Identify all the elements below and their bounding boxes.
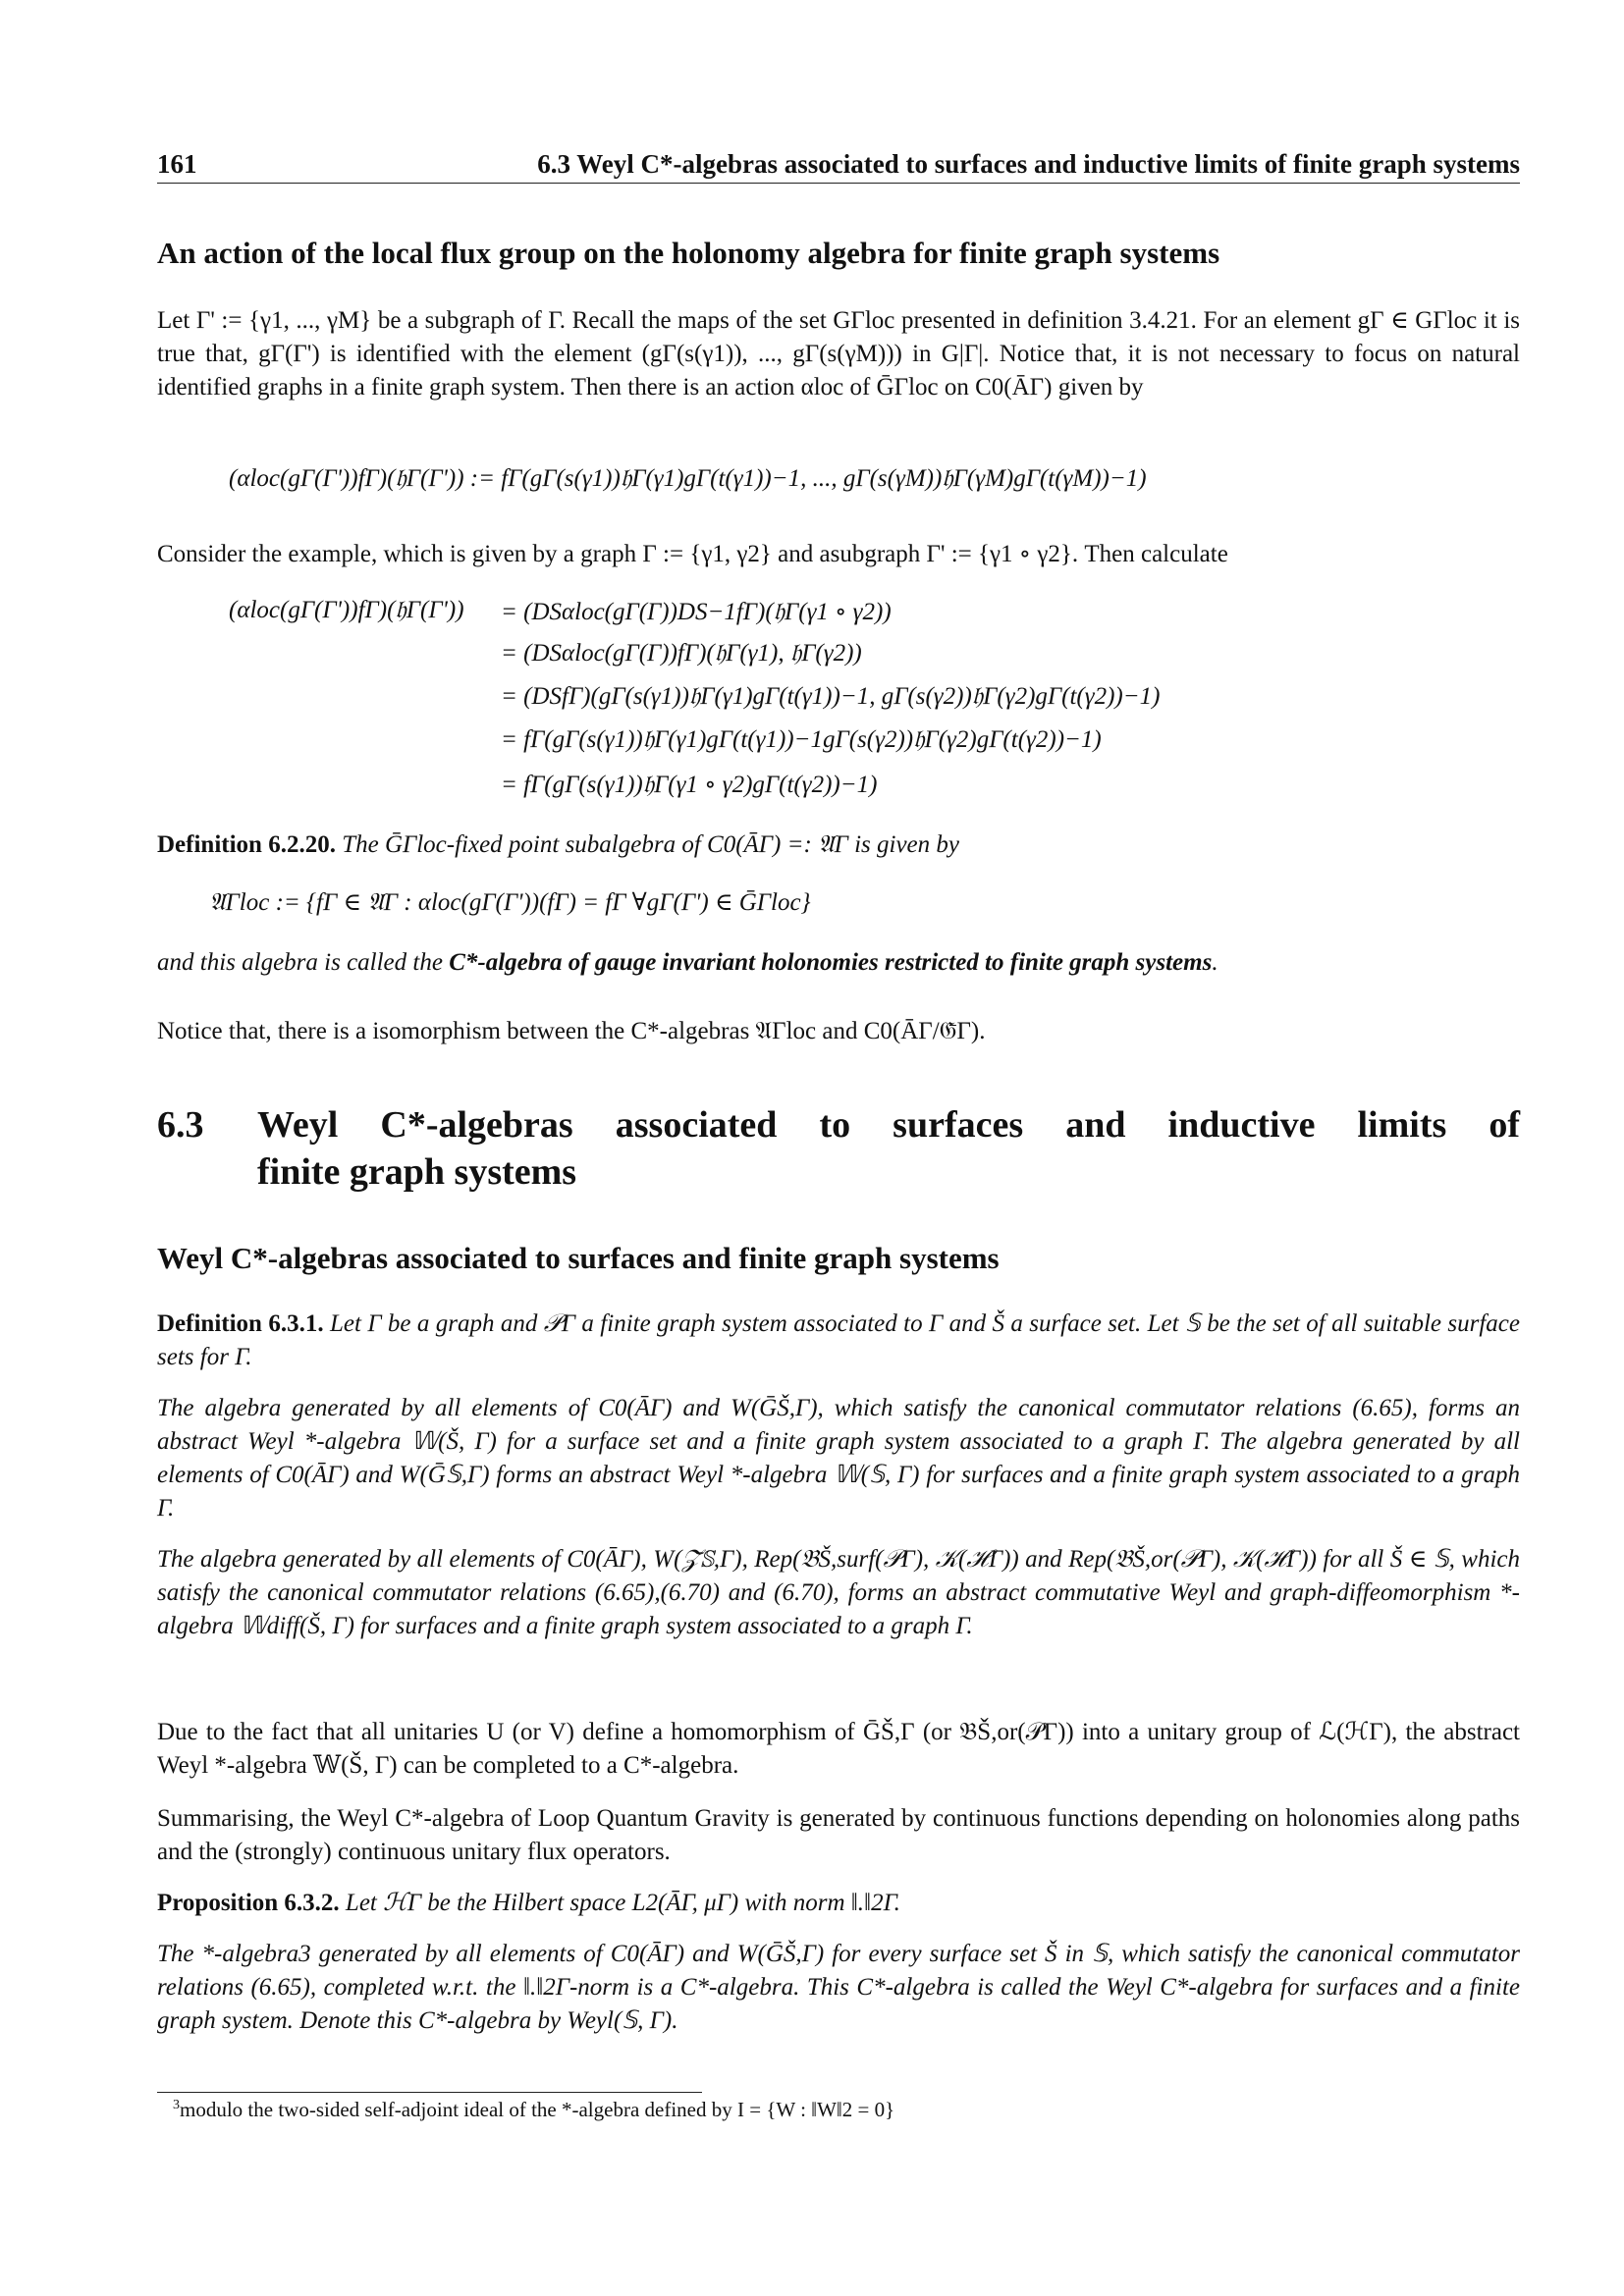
calc-line: = fΓ(gΓ(s(γ1))𝔥Γ(γ1)gΓ(t(γ1))−1gΓ(s(γ2))𝔥Γ(γ2)gΓ(t(γ2))−1): [501, 726, 1102, 753]
definition-closing-c: .: [1212, 949, 1218, 976]
paragraph-unitaries: Due to the fact that all unitaries U (or V) define a homomorphism of ḠŠ,Γ (or 𝔅Š,or(𝒫Γ)) into a unitary group of ℒ(ℋΓ), the abstract Weyl *-algebra 𝕎(Š, Γ) can be completed to a C*-algebra.: [157, 1719, 1520, 1779]
calc-lhs: (αloc(gΓ(Γ'))fΓ)(𝔥Γ(Γ')): [229, 597, 464, 623]
definition-text: The ḠΓloc-fixed point subalgebra of C0(ĀΓ) =: 𝔄Γ is given by: [342, 831, 959, 858]
definition-6-2-20: [157, 828, 959, 862]
footnote: [173, 2098, 894, 2122]
proposition-label: Proposition 6.3.2.: [157, 1890, 340, 1916]
subsection-heading: Weyl C*-algebras associated to surfaces and finite graph systems: [157, 1241, 1000, 1275]
running-title: 6.3 Weyl C*-algebras associated to surfaces and inductive limits of finite graph systems: [537, 149, 1520, 179]
definition-paragraph-diffeo: The algebra generated by all elements of C0(ĀΓ), W(𝒵̄𝕊,Γ), Rep(𝔅Š,surf(𝒫Γ), 𝒦(ℋΓ)) and Rep(𝔅Š,or(𝒫Γ), 𝒦(ℋΓ)) for all Š ∈ 𝕊, which satisfy the canonical commutator relations (6.65),(6.70) and (6.70), forms an abstract commutative Weyl and graph-diffeomorphism *-algebra 𝕎diff(Š, Γ) for surfaces and a finite graph system associated to a graph Γ.: [157, 1546, 1520, 1639]
paragraph-summary: Summarising, the Weyl C*-algebra of Loop Quantum Gravity is generated by continuous functions depending on holonomies along paths and the (strongly) continuous unitary flux operators.: [157, 1805, 1520, 1865]
calc-line: = (DSαloc(gΓ(Γ))fΓ)(𝔥Γ(γ1), 𝔥Γ(γ2)): [501, 640, 862, 667]
proposition-6-3-2: [157, 1887, 900, 1920]
definition-closing-a: and this algebra is called the: [157, 949, 450, 976]
header-rule: [157, 183, 1520, 184]
paragraph-example: Consider the example, which is given by a graph Γ := {γ1, γ2} and asubgraph Γ' := {γ1 ∘ γ2}. Then calculate: [157, 541, 1228, 567]
definition-closing-term: C*-algebra of gauge invariant holonomies restricted to finite graph systems: [449, 949, 1213, 976]
definition-6-3-1: [157, 1308, 1520, 1374]
equation-action-definition: (αloc(gΓ(Γ'))fΓ)(𝔥Γ(Γ')) := fΓ(gΓ(s(γ1))𝔥Γ(γ1)gΓ(t(γ1))−1, ..., gΓ(s(γM))𝔥Γ(γM)gΓ(t(γM))−1): [229, 465, 1147, 492]
paragraph-subgraph-intro: Let Γ' := {γ1, ..., γM} be a subgraph of Γ. Recall the maps of the set GΓloc presented in definition 3.4.21. For an element gΓ ∈ GΓloc it is true that, gΓ(Γ') is identified with the element (gΓ(s(γ1)), ..., gΓ(s(γM))) in G|Γ|. Notice that, it is not necessary to focus on natural identified graphs in a finite graph system. Then there is an action αloc of ḠΓloc on C0(ĀΓ) given by: [157, 307, 1520, 400]
calc-line: = fΓ(gΓ(s(γ1))𝔥Γ(γ1 ∘ γ2)gΓ(t(γ2))−1): [501, 772, 878, 798]
calc-line: = (DSαloc(gΓ(Γ))DS−1fΓ)(𝔥Γ(γ1 ∘ γ2)): [501, 599, 892, 625]
definition-text: Let Γ be a graph and 𝒫Γ a finite graph system associated to Γ and Š a surface set. Let 𝕊 be the set of all suitable surface sets for Γ.: [157, 1310, 1521, 1370]
footnote-text: modulo the two-sided self-adjoint ideal of the *-algebra defined by I = {W : ‖W‖2 = 0}: [180, 2098, 895, 2121]
section-title-line1: Weyl C*-algebras associated to surfaces and inductive limits of: [257, 1104, 1520, 1146]
section-number: 6.3: [157, 1104, 204, 1146]
page-number: 161: [157, 149, 197, 179]
paragraph-isomorphism: Notice that, there is a isomorphism between the C*-algebras 𝔄Γloc and C0(ĀΓ/𝔊̄Γ).: [157, 1018, 986, 1044]
proposition-paragraph: The *-algebra3 generated by all elements of C0(ĀΓ) and W(ḠŠ,Γ) for every surface set Š in 𝕊, which satisfy the canonical commutator relations (6.65), completed w.r.t. the ‖.‖2Γ-norm is a C*-algebra. This C*-algebra is called the Weyl C*-algebra for surfaces and a finite graph system. Denote this C*-algebra by Weyl(𝕊, Γ).: [157, 1941, 1520, 2034]
definition-label: Definition 6.2.20.: [157, 831, 336, 858]
footnote-mark: 3: [173, 2098, 180, 2112]
calc-line: = (DSfΓ)(gΓ(s(γ1))𝔥Γ(γ1)gΓ(t(γ1))−1, gΓ(s(γ2))𝔥Γ(γ2)gΓ(t(γ2))−1): [501, 683, 1161, 710]
section-title-line2: finite graph systems: [257, 1151, 577, 1193]
proposition-text: Let ℋΓ be the Hilbert space L2(ĀΓ, μΓ) with norm ‖.‖2Γ.: [345, 1890, 900, 1916]
definition-label: Definition 6.3.1.: [157, 1310, 324, 1337]
definition-paragraph-weyl: The algebra generated by all elements of C0(ĀΓ) and W(ḠŠ,Γ), which satisfy the canonical commutator relations (6.65), forms an abstract Weyl *-algebra 𝕎(Š, Γ) for a surface set and a finite graph system associated to a graph Γ. The algebra generated by all elements of C0(ĀΓ) and W(Ḡ𝕊,Γ) forms an abstract Weyl *-algebra 𝕎(𝕊, Γ) for surfaces and a finite graph system associated to a graph Γ.: [157, 1395, 1520, 1522]
definition-closing: [157, 946, 1218, 980]
footnote-rule: [157, 2092, 702, 2093]
definition-equation: 𝔄Γloc := {fΓ ∈ 𝔄Γ : αloc(gΓ(Γ'))(fΓ) = fΓ ∀gΓ(Γ') ∈ ḠΓloc}: [209, 889, 811, 916]
section-heading-flux-action: An action of the local flux group on the holonomy algebra for finite graph systems: [157, 236, 1220, 270]
